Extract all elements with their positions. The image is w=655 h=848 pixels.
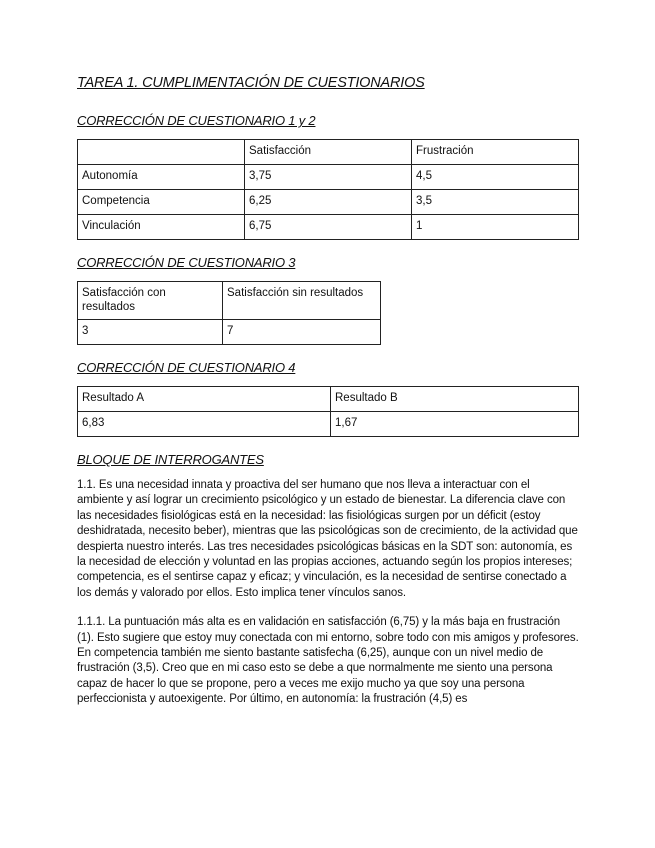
table-header-cell xyxy=(78,140,245,165)
table-header-cell: Resultado A xyxy=(78,387,331,412)
table-header-row xyxy=(78,387,579,412)
table-questionnaire-4 xyxy=(77,386,579,437)
section-heading-questionnaire-1-2: CORRECCIÓN DE CUESTIONARIO 1 y 2 xyxy=(77,113,316,128)
table-cell: Autonomía xyxy=(78,165,245,190)
table-header-row xyxy=(78,282,381,320)
table-row xyxy=(78,412,579,437)
table-header-cell: Satisfacción con resultados xyxy=(78,282,223,320)
document-title: TAREA 1. CUMPLIMENTACIÓN DE CUESTIONARIOS xyxy=(77,75,425,91)
table-cell: 6,25 xyxy=(245,190,412,215)
table-questionnaire-3 xyxy=(77,281,381,345)
table-row xyxy=(78,165,579,190)
table-cell: 1,67 xyxy=(331,412,579,437)
table-cell: 1 xyxy=(412,215,579,240)
paragraph-1-1-1: 1.1.1. La puntuación más alta es en validación en satisfacción (6,75) y la más baja en frustración (1). Esto sugiere que estoy muy conectada con mi entorno, sobre todo con mis amigos y profesores. En competencia también me siento bastante satisfecha (6,25), aunque con un nivel medio de frustración (3,5). Creo que en mi caso esto se debe a que normalmente me siento una persona capaz de hacer lo que se propone, pero a veces me exijo mucho ya que soy una persona perfeccionista y autoexigente. Por último, en autonomía: la frustración (4,5) es xyxy=(77,616,579,706)
table-cell: 3,5 xyxy=(412,190,579,215)
table-row xyxy=(78,215,579,240)
section-heading-questions: BLOQUE DE INTERROGANTES xyxy=(77,452,264,467)
table-cell: 3 xyxy=(78,320,223,345)
table-cell: Competencia xyxy=(78,190,245,215)
section-heading-questionnaire-3: CORRECCIÓN DE CUESTIONARIO 3 xyxy=(77,255,296,270)
table-header-cell: Resultado B xyxy=(331,387,579,412)
table-cell: 6,83 xyxy=(78,412,331,437)
table-cell: 4,5 xyxy=(412,165,579,190)
table-header-cell: Satisfacción xyxy=(245,140,412,165)
table-header-cell: Frustración xyxy=(412,140,579,165)
table-header-cell: Satisfacción sin resultados xyxy=(223,282,381,320)
table-questionnaire-1-2 xyxy=(77,139,579,240)
document-page xyxy=(77,74,579,722)
table-row xyxy=(78,190,579,215)
table-cell: 7 xyxy=(223,320,381,345)
table-row xyxy=(78,320,381,345)
table-cell: Vinculación xyxy=(78,215,245,240)
paragraph-1-1: 1.1. Es una necesidad innata y proactiva del ser humano que nos lleva a interactuar con el ambiente y así lograr un crecimiento psicológico y un estado de bienestar. La diferencia clave con las necesidades fisiológicas está en la necesidad: las fisiológicas surgen por un déficit (estoy deshidratada, necesito beber), mientras que las psicológicas son de crecimiento, de la actividad que despierta nuestro interés. Las tres necesidades psicológicas básicas en la SDT son: autonomía, es la necesidad de elección y voluntad en las propias acciones, actuando según los propios intereses; competencia, es el sentirse capaz y eficaz; y vinculación, es la necesidad de sentirse conectado a los demás y valorado por ellos. Esto implica tener vínculos sanos. xyxy=(77,479,578,599)
section-heading-questionnaire-4: CORRECCIÓN DE CUESTIONARIO 4 xyxy=(77,360,296,375)
table-header-row xyxy=(78,140,579,165)
table-cell: 6,75 xyxy=(245,215,412,240)
table-cell: 3,75 xyxy=(245,165,412,190)
